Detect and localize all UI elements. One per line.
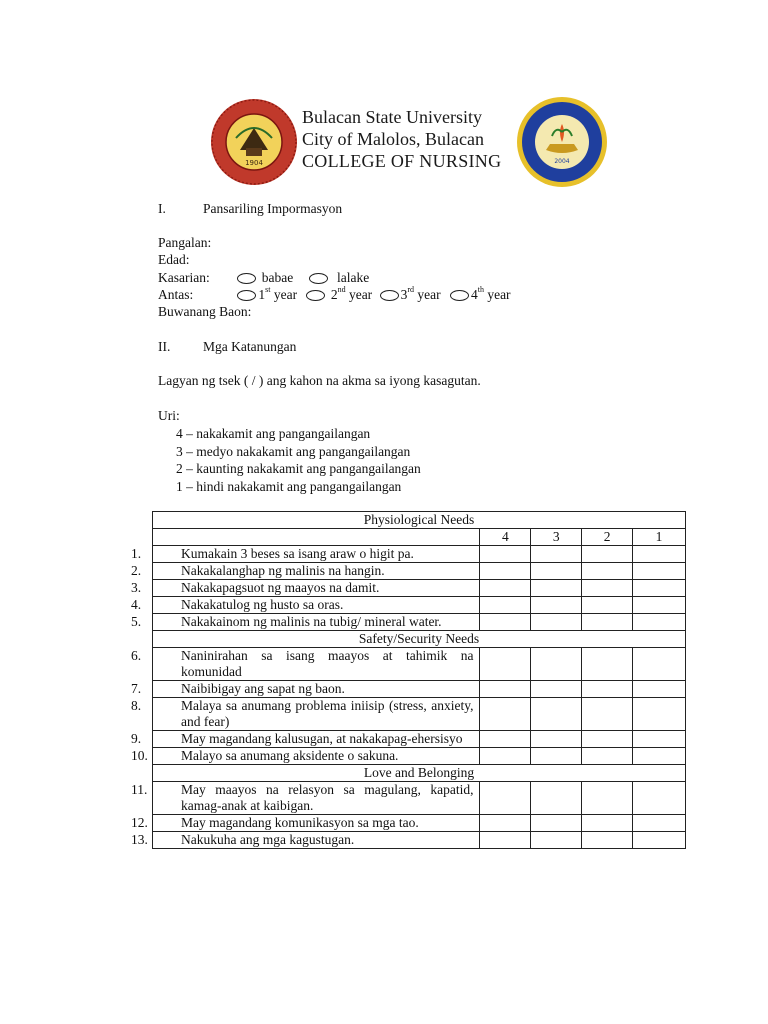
level-3rd-sup: rd [407,285,414,294]
question-text-cell [131,698,480,731]
question-row [153,782,686,815]
question-text: 7. Naibibigay ang sapat ng baon. [131,681,345,696]
rating-4-checkbox-cell[interactable] [480,597,531,614]
rating-3-checkbox-cell[interactable] [531,731,582,748]
level-2nd-sup: nd [337,285,346,294]
level-1st-word: year [273,287,298,302]
question-row [153,832,686,849]
sex-option-lalake-label: lalake [336,270,370,285]
rating-2-checkbox-cell[interactable] [582,731,633,748]
level-3rd-radio[interactable] [380,290,399,301]
sex-option-babae-label: babae [261,270,294,285]
rating-2-checkbox-cell[interactable] [582,563,633,580]
question-row [153,731,686,748]
sex-option-babae-radio[interactable] [237,273,256,284]
question-text-cell [131,597,480,614]
rating-4-checkbox-cell[interactable] [480,815,531,832]
question-number: 8. [131,698,142,713]
question-text: 1. Kumakain 3 beses sa isang araw o higit pa. [131,546,414,561]
rating-4-checkbox-cell[interactable] [480,546,531,563]
field-age-label: Edad: [158,252,190,267]
rating-1-checkbox-cell[interactable] [633,648,686,681]
field-name-label: Pangalan: [158,235,212,250]
rating-1-checkbox-cell[interactable] [633,698,686,731]
question-row [153,748,686,765]
section-1-title: Pansariling Impormasyon [203,201,343,216]
rating-2-checkbox-cell[interactable] [582,546,633,563]
rating-2-checkbox-cell[interactable] [582,648,633,681]
category-title: Physiological Needs [153,512,686,529]
rating-2-checkbox-cell[interactable] [582,614,633,631]
rating-3-checkbox-cell[interactable] [531,614,582,631]
rating-3-checkbox-cell[interactable] [531,648,582,681]
rating-2-checkbox-cell[interactable] [582,681,633,698]
question-number: 9. [131,731,142,746]
question-text-cell [131,681,480,698]
question-number: 3. [131,580,142,595]
question-row [153,648,686,681]
rating-header-4: 4 [480,529,531,546]
question-text: 4. Nakakatulog ng husto sa oras. [131,597,344,612]
header-blank-cell [153,529,480,546]
question-text-cell [131,748,480,765]
college-name: COLLEGE OF NURSING [302,151,502,171]
question-number: 13. [131,832,148,847]
rating-3-checkbox-cell[interactable] [531,546,582,563]
section-1-heading [158,201,342,217]
question-text: 6. Naninirahan sa isang maayos at tahimik na komunidad [131,648,474,679]
question-row [153,698,686,731]
rating-4-checkbox-cell[interactable] [480,782,531,815]
question-number: 7. [131,681,142,696]
rating-1-checkbox-cell[interactable] [633,731,686,748]
question-row [153,563,686,580]
category-title: Love and Belonging [153,765,686,782]
rating-4-checkbox-cell[interactable] [480,614,531,631]
question-text-cell [131,832,480,849]
rating-3-checkbox-cell[interactable] [531,563,582,580]
question-text-cell [131,815,480,832]
question-number: 5. [131,614,142,629]
question-text-cell [131,614,480,631]
rating-1-checkbox-cell[interactable] [633,748,686,765]
rating-1-checkbox-cell[interactable] [633,580,686,597]
question-text-cell [131,580,480,597]
question-text: 3. Nakakapagsuot ng maayos na damit. [131,580,380,595]
scale-legend [176,425,421,495]
field-sex-row [158,270,369,286]
rating-4-checkbox-cell[interactable] [480,580,531,597]
rating-4-checkbox-cell[interactable] [480,731,531,748]
level-2nd-radio[interactable] [306,290,325,301]
rating-1-checkbox-cell[interactable] [633,782,686,815]
rating-4-checkbox-cell[interactable] [480,698,531,731]
rating-2-checkbox-cell[interactable] [582,698,633,731]
question-text: 9. May magandang kalusugan, at nakakapag-ehersisyo [131,731,463,746]
question-number: 2. [131,563,142,578]
rating-2-checkbox-cell[interactable] [582,815,633,832]
question-row [153,681,686,698]
section-2-title: Mga Katanungan [203,339,297,354]
question-text-cell [131,563,480,580]
rating-1-checkbox-cell[interactable] [633,832,686,849]
question-text: 2. Nakakalanghap ng malinis na hangin. [131,563,385,578]
question-number: 11. [131,782,148,797]
question-number: 6. [131,648,142,663]
question-text: 13. Nakukuha ang mga kagustugan. [131,832,355,847]
rating-1-checkbox-cell[interactable] [633,563,686,580]
level-4th-num: 4 [470,287,478,302]
level-2nd-num: 2 [330,287,338,302]
rating-2-checkbox-cell[interactable] [582,748,633,765]
category-title: Safety/Security Needs [153,631,686,648]
rating-header-3: 3 [531,529,582,546]
rating-4-checkbox-cell[interactable] [480,748,531,765]
rating-3-checkbox-cell[interactable] [531,832,582,849]
rating-3-checkbox-cell[interactable] [531,681,582,698]
scale-item: 4 – nakakamit ang pangangailangan [176,426,371,441]
question-text: 5. Nakakainom ng malinis na tubig/ mineral water. [131,614,442,629]
rating-header-2: 2 [582,529,633,546]
field-sex-label: Kasarian: [158,270,210,285]
section-1-number: I. [158,201,166,216]
question-text: 10. Malayo sa anumang aksidente o sakuna. [131,748,399,763]
level-1st-num: 1 [258,287,266,302]
question-number: 12. [131,815,148,830]
rating-4-checkbox-cell[interactable] [480,681,531,698]
rating-3-checkbox-cell[interactable] [531,815,582,832]
scale-item: 2 – kaunting nakakamit ang pangangailangan [176,461,421,476]
left-seal-year: 1904 [245,159,263,167]
level-4th-word: year [487,287,511,302]
rating-2-checkbox-cell[interactable] [582,597,633,614]
question-number: 4. [131,597,142,612]
rating-header-1: 1 [633,529,686,546]
question-text: 11. May maayos na relasyon sa magulang, kapatid, kamag-anak at kaibigan. [131,782,474,813]
rating-2-checkbox-cell[interactable] [582,580,633,597]
question-text-cell [131,546,480,563]
rating-4-checkbox-cell[interactable] [480,648,531,681]
rating-3-checkbox-cell[interactable] [531,597,582,614]
rating-1-checkbox-cell[interactable] [633,614,686,631]
rating-1-checkbox-cell[interactable] [633,597,686,614]
scale-item: 1 – hindi nakakamit ang pangangailangan [176,478,402,494]
category-row [153,631,686,648]
university-name: Bulacan State University [302,107,482,127]
document-header [210,96,610,186]
level-4th-radio[interactable] [450,290,469,301]
rating-1-checkbox-cell[interactable] [633,546,686,563]
sex-option-lalake-radio[interactable] [309,273,328,284]
field-allowance-label: Buwanang Baon: [158,304,252,319]
level-2nd-word: year [348,287,373,302]
rating-3-checkbox-cell[interactable] [531,698,582,731]
question-row [153,815,686,832]
rating-2-checkbox-cell[interactable] [582,832,633,849]
university-name-block [302,106,501,172]
university-city: City of Malolos, Bulacan [302,129,484,149]
instruction-text: Lagyan ng tsek ( / ) ang kahon na akma sa iyong kasagutan. [158,373,481,388]
question-row [153,580,686,597]
scale-title: Uri: [158,408,180,423]
field-level-row [158,287,511,303]
rating-2-checkbox-cell[interactable] [582,782,633,815]
question-number: 10. [131,748,148,763]
right-seal-year: 2004 [554,158,570,165]
section-2-heading [158,339,296,355]
category-row [153,512,686,529]
bulacan-state-university-seal [210,98,298,186]
college-of-nursing-seal [516,96,608,188]
question-number: 1. [131,546,142,561]
question-text: 12. May magandang komunikasyon sa mga tao. [131,815,419,830]
level-1st-radio[interactable] [237,290,256,301]
rating-3-checkbox-cell[interactable] [531,580,582,597]
question-text-cell [131,648,480,681]
rating-4-checkbox-cell[interactable] [480,832,531,849]
level-3rd-num: 3 [400,287,408,302]
rating-1-checkbox-cell[interactable] [633,815,686,832]
question-row [153,546,686,563]
scale-item: 3 – medyo nakakamit ang pangangailangan [176,443,411,459]
level-4th-sup: th [477,285,484,294]
question-text-cell [131,731,480,748]
category-row [153,765,686,782]
question-row [153,597,686,614]
field-level-label: Antas: [158,287,194,302]
level-3rd-word: year [417,287,441,302]
rating-3-checkbox-cell[interactable] [531,782,582,815]
rating-4-checkbox-cell[interactable] [480,563,531,580]
rating-3-checkbox-cell[interactable] [531,748,582,765]
needs-questionnaire-table [131,511,686,849]
rating-1-checkbox-cell[interactable] [633,681,686,698]
section-2-number: II. [158,339,171,354]
level-1st-sup: st [265,285,271,294]
question-text: 8. Malaya sa anumang problema iniisip (stress, anxiety, and fear) [131,698,474,729]
question-text-cell [131,782,480,815]
question-row [153,614,686,631]
rating-header-row [153,529,686,546]
